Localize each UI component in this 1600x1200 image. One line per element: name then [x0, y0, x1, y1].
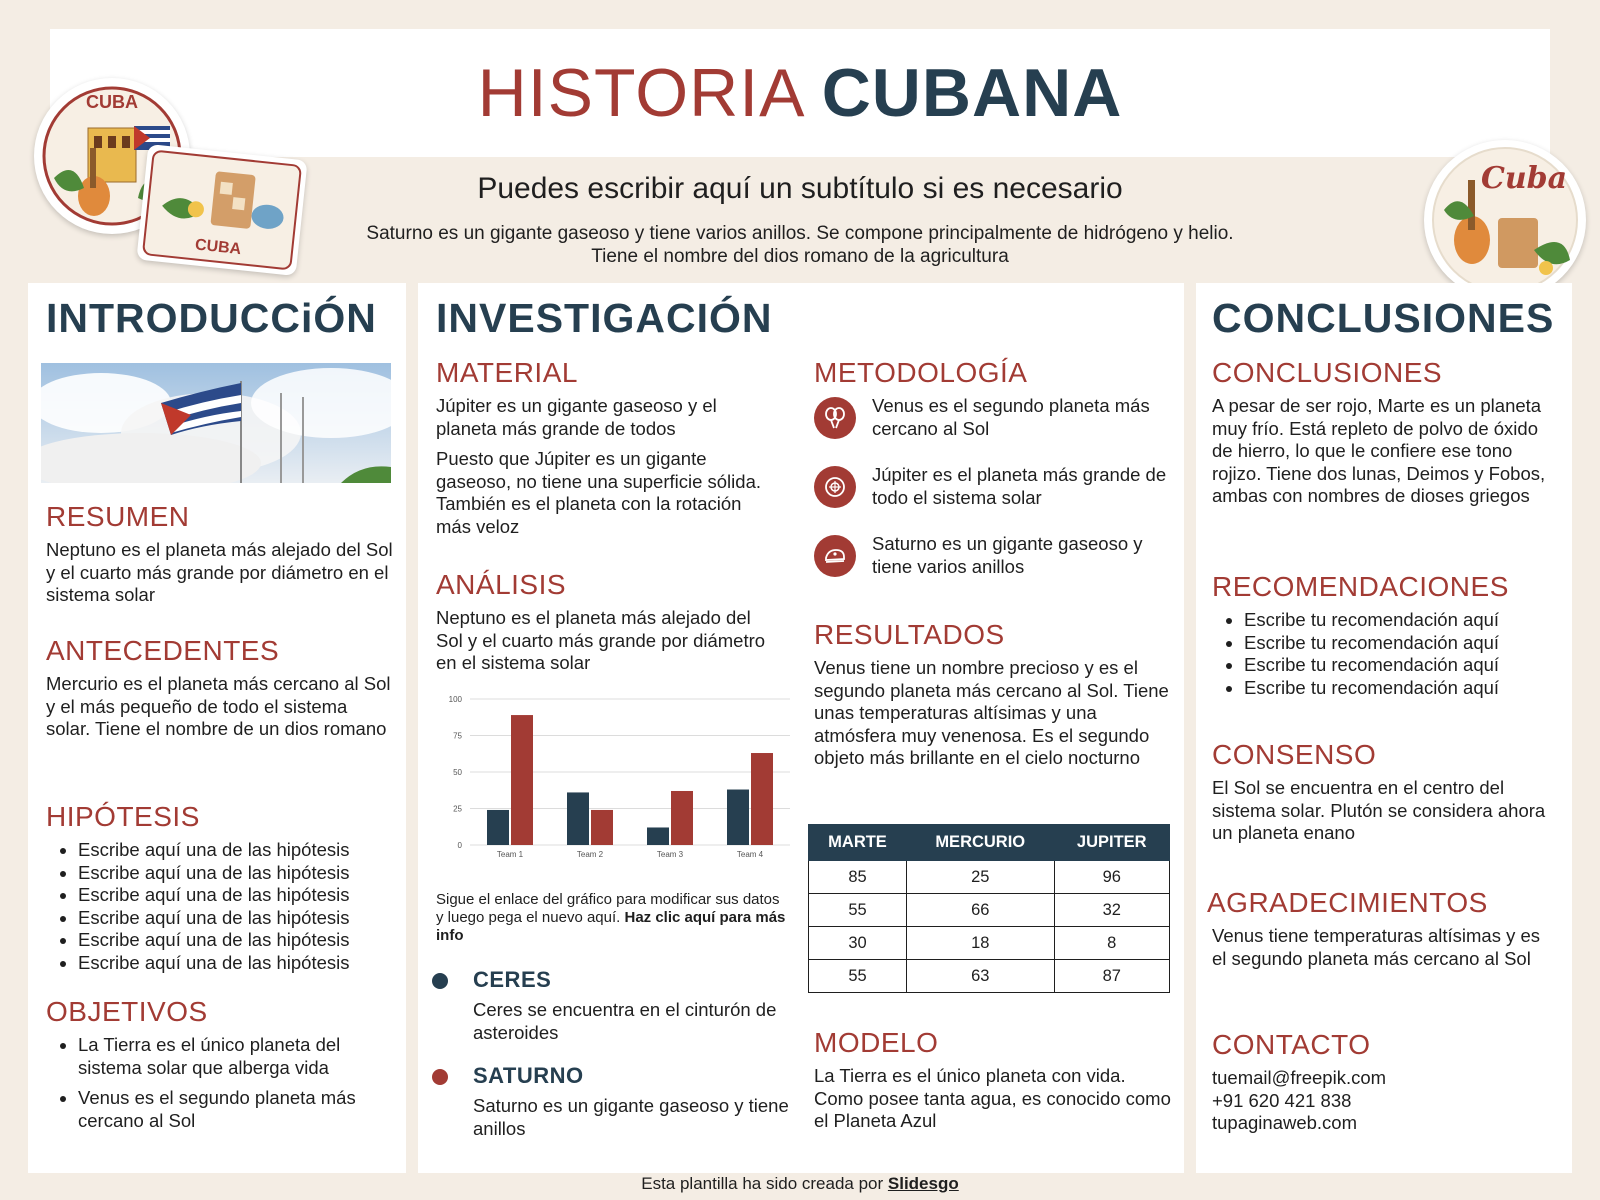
col2-title: INVESTIGACIÓN — [436, 295, 773, 341]
metodologia-text: Saturno es un gigante gaseoso y tiene varios anillos — [872, 533, 1143, 577]
table-row — [809, 927, 1170, 960]
list-item: • Escribe tu recomendación aquí — [1244, 609, 1562, 632]
list-item: • Escribe aquí una de las hipótesis — [78, 907, 401, 930]
header-banner — [50, 29, 1550, 157]
section-resumen — [46, 501, 396, 607]
ceres-title: CERES — [473, 967, 552, 992]
recomendaciones-list — [1212, 609, 1562, 699]
chart-y-tick-label: 25 — [453, 804, 462, 814]
cuba-sticker-card — [136, 144, 307, 276]
table-row — [809, 894, 1170, 927]
objetivos-list — [46, 1034, 391, 1132]
chart-y-tick-label: 75 — [453, 731, 462, 741]
metodologia-item — [814, 395, 1174, 440]
section-material — [436, 357, 781, 538]
table-cell: 55 — [809, 894, 907, 927]
chart-note-text: Sigue el enlace del gráfico para modificar sus datos y luego pega el nuevo aquí. — [436, 891, 780, 926]
section-modelo — [814, 1027, 1174, 1133]
resumen-text: Neptuno es el planeta más alejado del Sol y el cuarto más grande por diámetro en el sistema solar — [46, 539, 393, 605]
metodologia-item — [814, 464, 1174, 509]
table-cell: 18 — [906, 927, 1054, 960]
section-conclusiones — [1212, 357, 1557, 508]
table-header-cell: MERCURIO — [906, 825, 1054, 861]
table-cell: 8 — [1054, 927, 1170, 960]
list-item: • Escribe tu recomendación aquí — [1244, 677, 1562, 700]
resultados-heading: RESULTADOS — [814, 619, 1005, 650]
list-item: • Escribe aquí una de las hipótesis — [78, 839, 401, 862]
chart-x-tick-label: Team 2 — [576, 850, 604, 859]
metodologia-text: Júpiter es el planeta más grande de todo el sistema solar — [872, 464, 1167, 508]
table-cell: 96 — [1054, 861, 1170, 894]
list-item: • Escribe aquí una de las hipótesis — [78, 862, 401, 885]
table-cell: 30 — [809, 927, 907, 960]
column-investigacion — [418, 283, 1184, 1173]
contact-website[interactable]: tupaginaweb.com — [1212, 1112, 1358, 1133]
results-table — [808, 824, 1170, 993]
saturno-text: Saturno es un gigante gaseoso y tiene anillos — [473, 1095, 789, 1139]
table-header-cell: JUPITER — [1054, 825, 1170, 861]
chart-bar — [591, 810, 613, 845]
saturno-title: SATURNO — [473, 1063, 584, 1088]
chart-y-tick-label: 0 — [457, 841, 462, 850]
section-objetivos — [46, 996, 391, 1140]
analisis-heading: ANÁLISIS — [436, 569, 567, 600]
table-header-row — [809, 825, 1170, 861]
page-title — [478, 54, 1123, 132]
consenso-text: El Sol se encuentra en el centro del sistema solar. Plutón se considera ahora un planeta enano — [1212, 777, 1546, 843]
objetivos-heading: OBJETIVOS — [46, 996, 208, 1027]
list-item: • Venus es el segundo planeta más cercano al Sol — [78, 1087, 391, 1132]
table-cell: 55 — [809, 960, 907, 993]
section-analisis — [436, 569, 781, 675]
chart-x-tick-label: Team 1 — [496, 850, 524, 859]
antecedentes-text: Mercurio es el planeta más cercano al Sol y el más pequeño de todo el sistema solar. Tiene el nombre de un dios romano — [46, 673, 391, 739]
list-item: • Escribe tu recomendación aquí — [1244, 654, 1562, 677]
column-conclusiones — [1196, 283, 1572, 1173]
maracas-icon — [814, 397, 856, 439]
table-row — [809, 960, 1170, 993]
material-heading: MATERIAL — [436, 357, 578, 388]
section-recomendaciones — [1212, 571, 1562, 699]
section-resultados — [814, 619, 1169, 770]
table-cell: 25 — [906, 861, 1054, 894]
chart-bar — [487, 810, 509, 845]
table-cell: 63 — [906, 960, 1054, 993]
navy-dot-icon — [432, 973, 448, 989]
chart-bar — [567, 792, 589, 845]
section-hipotesis — [46, 801, 401, 974]
consenso-heading: CONSENSO — [1212, 739, 1377, 770]
intro-text: Saturno es un gigante gaseoso y tiene varios anillos. Se compone principalmente de hidrógeno y helio. Tiene el nombre del dios romano de la agricultura — [366, 223, 1234, 267]
material-text-2: Puesto que Júpiter es un gigante gaseoso, no tiene una superficie sólida. También es el planeta con la rotación más veloz — [436, 448, 761, 537]
antecedentes-heading: ANTECEDENTES — [46, 635, 280, 666]
sticker2-label: CUBA — [194, 236, 242, 259]
section-antecedentes — [46, 635, 396, 741]
chart-x-tick-label: Team 3 — [656, 850, 684, 859]
resumen-heading: RESUMEN — [46, 501, 190, 532]
chart-note — [436, 891, 786, 945]
metodologia-item — [814, 533, 1174, 578]
agradecimientos-text: Venus tiene temperaturas altísimas y es el segundo planeta más cercano al Sol — [1212, 925, 1541, 969]
list-item: • Escribe aquí una de las hipótesis — [78, 884, 401, 907]
list-item: • Escribe aquí una de las hipótesis — [78, 929, 401, 952]
subtitle: Puedes escribir aquí un subtítulo si es necesario — [477, 172, 1123, 205]
table-row — [809, 861, 1170, 894]
recomendaciones-heading: RECOMENDACIONES — [1212, 571, 1509, 602]
cuba-sticker-guitar — [1424, 140, 1586, 300]
footer — [0, 1174, 1600, 1194]
chart-y-tick-label: 50 — [453, 768, 462, 777]
analisis-text: Neptuno es el planeta más alejado del Sol y el cuarto más grande por diámetro en el sistema solar — [436, 607, 766, 673]
conclusiones-heading: CONCLUSIONES — [1212, 357, 1443, 388]
section-contacto — [1212, 1029, 1557, 1135]
table-header-cell: MARTE — [809, 825, 907, 861]
contact-email[interactable]: tuemail@freepik.com — [1212, 1067, 1387, 1088]
cuban-flag-photo — [41, 363, 391, 483]
metodologia-heading: METODOLOGÍA — [814, 357, 1028, 388]
section-agradecimientos — [1207, 887, 1557, 970]
table-cell: 85 — [809, 861, 907, 894]
col1-title: INTRODUCCiÓN — [46, 295, 377, 341]
slidesgo-link[interactable]: Slidesgo — [887, 1174, 959, 1193]
conclusiones-text: A pesar de ser rojo, Marte es un planeta muy frío. Está repleto de polvo de óxido de hierro, lo que le confiere ese tono rojizo. Tiene dos lunas, Deimos y Fobos, ambas con nombres de dioses griegos — [1212, 395, 1546, 506]
list-item: • Escribe aquí una de las hipótesis — [78, 952, 401, 975]
col3-title: CONCLUSIONES — [1212, 295, 1555, 341]
section-metodologia — [814, 357, 1174, 602]
bar-chart — [428, 691, 798, 869]
chart-y-tick-label: 100 — [448, 695, 462, 704]
title-part-1: HISTORIA — [477, 55, 802, 131]
chart-bar — [511, 715, 533, 845]
metodologia-text: Venus es el segundo planeta más cercano al Sol — [872, 395, 1150, 439]
column-introduccion — [28, 283, 406, 1173]
ceres-text: Ceres se encuentra en el cinturón de asteroides — [473, 999, 777, 1043]
cigar-box-icon — [814, 466, 856, 508]
contacto-heading: CONTACTO — [1212, 1029, 1371, 1060]
list-item: • La Tierra es el único planeta del sistema solar que alberga vida — [78, 1034, 391, 1079]
section-consenso — [1212, 739, 1557, 845]
table-cell: 32 — [1054, 894, 1170, 927]
modelo-heading: MODELO — [814, 1027, 939, 1058]
sticker1-label: CUBA — [86, 92, 138, 112]
chart-bar — [671, 791, 693, 845]
chart-bar — [647, 827, 669, 845]
footer-text: Esta plantilla ha sido creada por — [641, 1174, 888, 1193]
hipotesis-heading: HIPÓTESIS — [46, 801, 200, 832]
red-dot-icon — [432, 1069, 448, 1085]
table-cell: 87 — [1054, 960, 1170, 993]
chart-bar — [751, 753, 773, 845]
table-cell: 66 — [906, 894, 1054, 927]
sticker3-label: Cuba — [1480, 161, 1568, 196]
hipotesis-list — [46, 839, 401, 974]
chart-info-link[interactable]: Haz clic aquí para más info — [436, 909, 786, 944]
chart-x-tick-label: Team 4 — [736, 850, 764, 859]
chart-bar — [727, 790, 749, 845]
list-item: • Escribe tu recomendación aquí — [1244, 632, 1562, 655]
title-part-2: CUBANA — [821, 55, 1123, 131]
beret-icon — [814, 535, 856, 577]
contact-phone: +91 620 421 838 — [1212, 1089, 1352, 1111]
resultados-text: Venus tiene un nombre precioso y es el segundo planeta más cercano al Sol. Tiene unas temperaturas altísimas y una atmósfera muy venenosa. Es el segundo objeto más brillante en el cielo nocturno — [814, 657, 1169, 768]
agradecimientos-heading: AGRADECIMIENTOS — [1207, 887, 1488, 918]
modelo-text: La Tierra es el único planeta con vida. Como posee tanta agua, es conocido como el Planeta Azul — [814, 1065, 1171, 1131]
material-text-1: Júpiter es un gigante gaseoso y el planeta más grande de todos — [436, 395, 717, 439]
